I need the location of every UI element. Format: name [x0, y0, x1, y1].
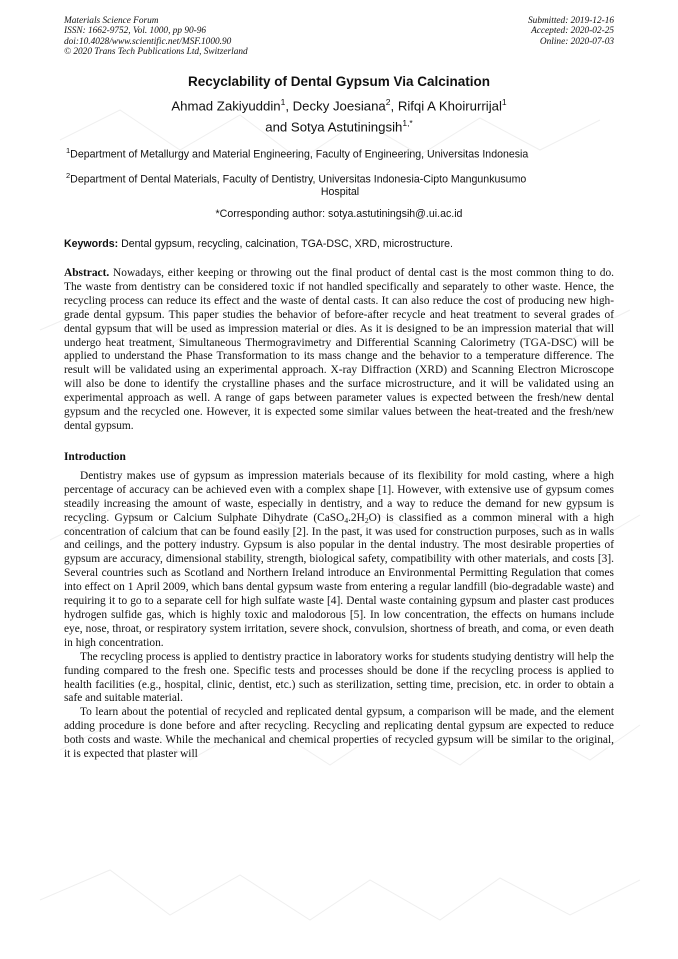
paragraph-text: .2H	[348, 511, 365, 524]
affiliation-text: Department of Metallurgy and Material Engineering, Faculty of Engineering, Universitas Indonesia	[70, 148, 529, 161]
submitted-date: Submitted: 2019-12-16	[528, 16, 614, 26]
paper-title: Recyclability of Dental Gypsum Via Calcination	[187, 74, 491, 90]
paragraph-text: O) is classified as a common mineral with a high concentration of calcium that can be found easily [2]. In the past, it was used for construction purposes, such as in walls and ceilings, and the pottery industry. Gypsum is also popular in the dental industry. The most desirable properties of gypsum are accuracy, dimensional stability, strength, biological safety, compatibility with other materials, and costs [3]. Several countries such as Scotland and Northern Ireland introduce an Environmental Permitting Regulation that comes into effect on 1 April 2009, which bans dental gypsum waste from entering a regular landfill (bio-degradable waste) and requiring it to go to a separate cell for high sulfate waste [4]. Dental waste containing gypsum and plaster cast produces hydrogen sulfide gas, which is highly toxic and malodorous [5]. In low concentration, the effects on humans include eye, nose, throat, or respiratory system irritation, severe shock, convulsion, shortness of breath, and coma, or even death in high concentration.	[64, 511, 614, 649]
corresponding-author[interactable]: *Corresponding author: sotya.astutiningsih@.ui.ac.id	[215, 208, 463, 221]
author-name: Rifqi A Khoirurrijal	[397, 98, 502, 114]
keywords-text: Dental gypsum, recycling, calcination, TGA-DSC, XRD, microstructure.	[118, 238, 453, 251]
publication-info	[64, 16, 248, 57]
publication-dates	[528, 16, 614, 57]
journal-header	[64, 16, 614, 57]
abstract-paragraph	[64, 267, 614, 434]
author-affiliation-mark: 1	[280, 97, 286, 108]
affiliation-number: 1	[66, 145, 71, 155]
introduction-paragraph-3: To learn about the potential of recycled and replicated dental gypsum, a comparison will be made, and the element adding procedure is done before and after recycling. Recycling and replicating dental gypsum are expected to reduce both costs and waste. While the mechanical and chemical properties of recycled gypsum will be similar to the original, it is expected that plaster will	[64, 706, 614, 761]
accepted-date: Accepted: 2020-02-25	[531, 26, 614, 37]
issn-line: ISSN: 1662-9752, Vol. 1000, pp 90-96	[64, 26, 207, 37]
affiliation-2	[64, 169, 614, 200]
introduction-paragraph-1	[64, 470, 614, 651]
author-affiliation-mark: 1,*	[402, 117, 413, 128]
author-affiliation-mark: 2	[385, 97, 391, 108]
keywords-label: Keywords:	[64, 238, 119, 251]
online-date: Online: 2020-07-03	[539, 36, 614, 47]
author-name: Sotya Astutiningsih	[290, 118, 403, 134]
doi-link[interactable]: doi:10.4028/www.scientific.net/MSF.1000.90	[64, 36, 232, 47]
author-name: Ahmad Zakiyuddin	[171, 98, 281, 114]
paper-page	[64, 16, 614, 762]
abstract-label: Abstract.	[64, 267, 110, 280]
author-list: Ahmad Zakiyuddin$^1$, Decky Joesiana$^2$, Rifqi A Khoirurrijal$^1$ and Sotya Astutiningsih$^{1,*}$	[171, 97, 507, 134]
author-name: Decky Joesiana	[292, 98, 386, 114]
introduction-paragraph-2: The recycling process is applied to dentistry practice in laboratory works for students studying dentistry will help the funding compared to the fresh one. Specific tests and processes should be done if the recycling process is applied to health facilities (e.g., hospital, clinic, dentist, etc.) such as sterilization, setting time, precision, etc. in order to obtain a safe and suitable material.	[64, 650, 614, 705]
subscript: 4	[344, 515, 349, 525]
author-affiliation-mark: 1	[501, 97, 507, 108]
keywords-line	[64, 238, 614, 250]
paragraph-text: Dentistry makes use of gypsum as impression materials because of its flexibility for mold casting, where a high percentage of accuracy can be achieved even with a complex shape [1]. However, with extensive use of gypsum comes steadily increasing the amount of waste, especially in dentistry, and a way to reduce the demand for new gypsum is recycling. Gypsum or Calcium Sulphate Dihydrate (CaSO	[64, 469, 614, 524]
subscript: 2	[364, 515, 369, 525]
introduction-heading: Introduction	[64, 450, 126, 463]
author-conjunction: and	[265, 118, 291, 134]
affiliation-text: Department of Dental Materials, Faculty of Dentistry, Universitas Indonesia-Cipto Mangunkusumo	[70, 173, 527, 186]
abstract-text: Nowadays, either keeping or throwing out the final product of dental cast is the most common thing to do. The waste from dentistry can be considered toxic if not handled specifically and separately to other waste. Hence, the recycling process can reduce its effect and the waste of dental casts. It can also reduce the cost of producing new high-grade dental gypsum. This paper studies the behavior of before-after recycle and heat treatment to several grades of dental gypsum that will be used as impression material or dies. As it is designed to be an impression material that will undergo heat treatment, Simultaneous Thermogravimetry and Differential Scanning Calorimetry (TGA-DSC) will be applied to understand the Phase Transformation to its mass change and the behavior to a temperature difference. The result will be validated using an experimental approach. X-ray Diffraction (XRD) and Scanning Electron Microscope will also be done to identify the crystalline phases and the surface microstructure, and it will be validated using an experimental approach as well. A range of gaps between parameter values is expected between the fresh/new dental gypsum and the recycled one. However, it is expected some similar values between the heat-treated and the fresh/new dental gypsum.	[64, 267, 614, 432]
affiliation-text-continued: Hospital	[320, 186, 360, 199]
copyright-line: © 2020 Trans Tech Publications Ltd, Switzerland	[64, 46, 248, 57]
journal-name: Materials Science Forum	[64, 16, 159, 26]
affiliation-1	[64, 144, 614, 162]
affiliation-number: 2	[66, 170, 71, 180]
